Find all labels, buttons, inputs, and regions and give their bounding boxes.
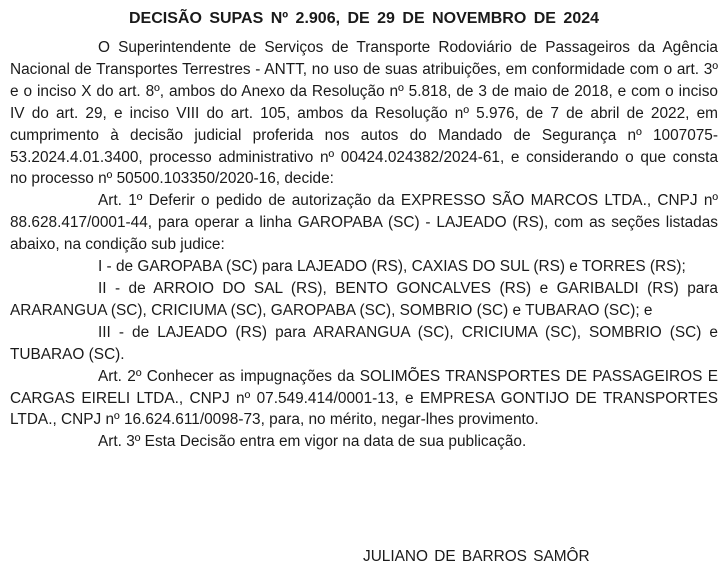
- signature: JULIANO DE BARROS SAMÔR: [363, 548, 590, 565]
- section-i-paragraph: I - de GAROPABA (SC) para LAJEADO (RS), CAXIAS DO SUL (RS) e TORRES (RS);: [98, 258, 686, 276]
- article-3-paragraph: Art. 3º Esta Decisão entra em vigor na data de sua publicação.: [98, 433, 527, 451]
- document-title: DECISÃO SUPAS Nº 2.906, DE 29 DE NOVEMBRO DE 2024: [128, 10, 600, 27]
- section-ii-paragraph: II - de ARROIO DO SAL (RS), BENTO GONCALVES (RS) e GARIBALDI (RS) para ARARANGUA (SC), CRICIUMA (SC), GAROPABA (SC), SOMBRIO (SC) e TUBARAO (SC); e: [10, 279, 718, 319]
- article-2-paragraph: Art. 2º Conhecer as impugnações da SOLIMÕES TRANSPORTES DE PASSAGEIROS E CARGAS EIRELI LTDA., CNPJ nº 07.549.414/0001-13, e EMPRESA GONTIJO DE TRANSPORTES LTDA., CNPJ nº 16.624.611/0098-73, para, no mérito, negar-lhes provimento.: [10, 367, 718, 429]
- article-1-paragraph: Art. 1º Deferir o pedido de autorização da EXPRESSO SÃO MARCOS LTDA., CNPJ nº 88.628.417/0001-44, para operar a linha GAROPABA (SC) - LAJEADO (RS), com as seções listadas abaixo, na condição sub judice:: [10, 192, 718, 254]
- preamble-paragraph: O Superintendente de Serviços de Transporte Rodoviário de Passageiros da Agência Nacional de Transportes Terrestres - ANTT, no uso de suas atribuições, em conformidade com o art. 3º e o inciso X do art. 8º, ambos do Anexo da Resolução nº 5.818, de 3 de maio de 2018, e com o inciso IV do art. 29, e inciso VIII do art. 105, ambos da Resolução nº 5.976, de 7 de abril de 2022, em cumprimento à decisão judicial proferida nos autos do Mandado de Segurança nº 1007075-53.2024.4.01.3400, processo administrativo nº 00424.024382/2024-61, e considerando o que consta no processo nº 50500.103350/2020-16, decide:: [10, 39, 718, 188]
- section-iii-paragraph: III - de LAJEADO (RS) para ARARANGUA (SC), CRICIUMA (SC), SOMBRIO (SC) e TUBARAO (SC).: [10, 323, 718, 363]
